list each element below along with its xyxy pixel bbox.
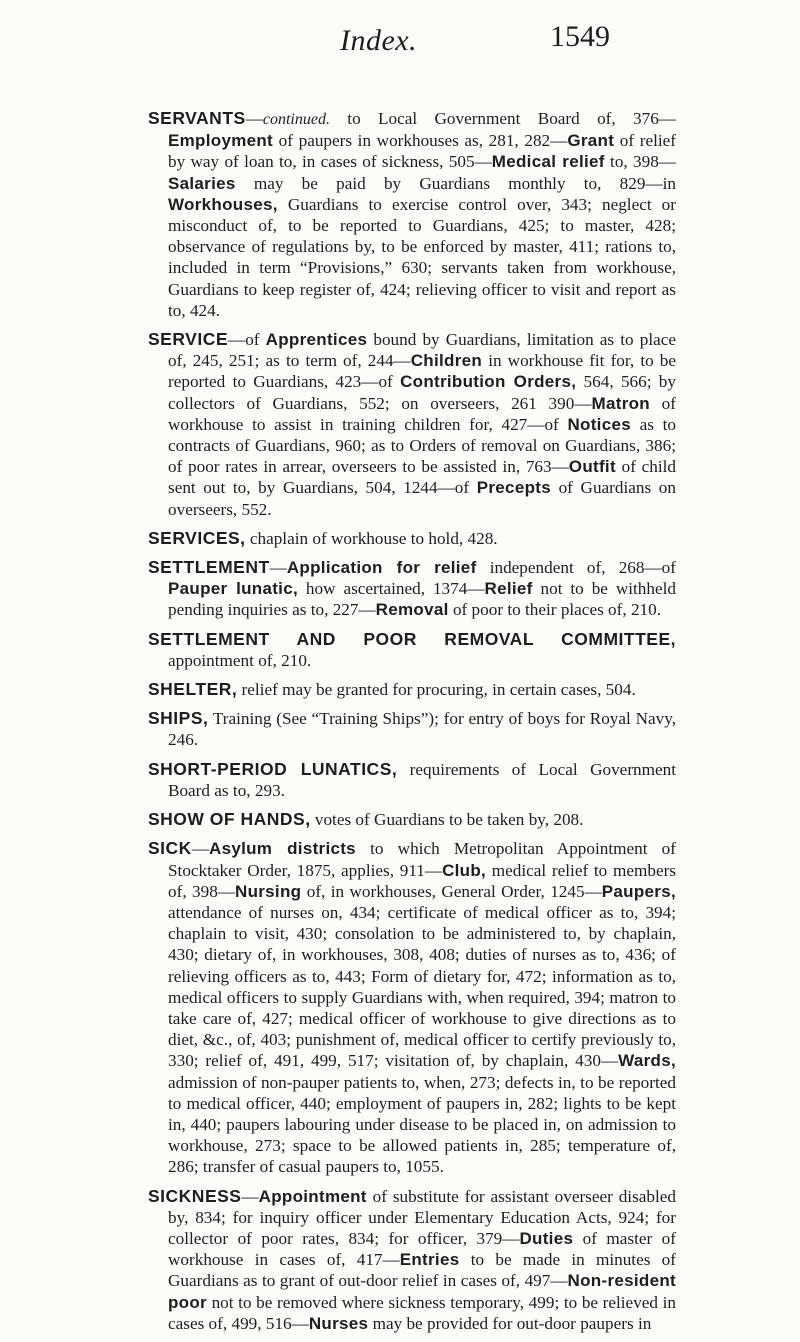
entry-subheading: Matron: [591, 393, 650, 413]
entry-text: attendance of nurses on, 434; certificate of medical officer as to, 394; chaplain to visit, 430; consolation to be administered to, by chaplain, 430; dietary of, in workhouses, 308, 408; duties of nurses as to, 436; of relieving officers as to, 443; Form of dietary for, 472; information as to, medical officers to supply Guardians with, when required, 394; matron to take care of, 427; medical officer of workhouse to give directions as to diet, &c., of, 403; punishment of, medical officer to certify previously to, 330; relief of, 491, 499, 517; visitation of, by chaplain, 430—: [168, 902, 676, 1071]
index-entry: [148, 528, 676, 549]
page-header: [0, 10, 800, 56]
entry-text: may be provided for out-door paupers in: [368, 1313, 652, 1333]
index-entry: [148, 759, 676, 801]
entry-text: relief may be granted for procuring, in certain cases, 504.: [237, 680, 636, 700]
entry-headword: SHELTER,: [148, 679, 238, 700]
index-entry: [148, 629, 676, 671]
entry-subheading: Notices: [567, 414, 631, 434]
entry-text: —: [241, 1186, 259, 1206]
continued-note: continued.: [262, 111, 330, 128]
entry-subheading: Children: [410, 351, 483, 371]
entry-text: requirements of Local Government Board as to, 293.: [168, 759, 676, 800]
entry-subheading: Removal: [375, 600, 449, 620]
entry-subheading: Precepts: [476, 478, 551, 498]
entry-headword: SERVICES,: [148, 527, 246, 548]
entry-text: bound by Guardians, limitation as to place of, 245, 251; as to term of, 244—: [168, 330, 676, 371]
entry-text: votes of Guardians to be taken by, 208.: [310, 810, 584, 830]
entry-text: —: [269, 558, 287, 578]
index-entry: [148, 108, 676, 321]
entry-subheading: Contribution Orders,: [400, 372, 577, 392]
entry-subheading: Outfit: [568, 457, 616, 477]
entry-text: of Guardians on overseers, 552.: [168, 478, 676, 519]
entry-subheading: Appointment: [258, 1186, 367, 1206]
index-entry: [148, 838, 676, 1177]
entry-subheading: Asylum districts: [209, 839, 356, 859]
running-title: Index.: [340, 24, 418, 57]
entry-subheading: Nursing: [235, 881, 302, 901]
entry-text: of workhouse to assist in training children for, 427—of: [168, 393, 676, 434]
entry-headword: SERVICE: [148, 329, 229, 350]
entry-text: appointment of, 210.: [168, 650, 312, 670]
entry-text: to be made in minutes of Guardians as to grant of out-door relief in cases of, 497—: [168, 1250, 676, 1291]
entry-text: 564, 566; by collectors of Guardians, 552; on overseers, 261 390—: [168, 372, 676, 413]
entry-headword: SHOW OF HANDS,: [148, 809, 311, 830]
entry-text: of master of workhouse in cases of, 417—: [168, 1228, 676, 1270]
entry-text: of relief by way of loan to, in cases of sickness, 505—: [168, 131, 676, 172]
entry-subheading: Salaries: [168, 173, 236, 193]
index-entry: [148, 679, 676, 700]
entry-text: may be paid by Guardians monthly to, 829—in: [235, 173, 676, 193]
entry-subheading: Workhouses,: [168, 194, 278, 214]
entry-subheading: Wards,: [618, 1051, 676, 1071]
entry-text: how ascertained, 1374—: [298, 579, 485, 599]
entry-subheading: Employment: [168, 131, 274, 151]
index-entry: [148, 809, 676, 830]
entry-headword: SETTLEMENT: [148, 557, 270, 578]
entry-text: —: [191, 839, 209, 859]
entry-text: not to be removed where sickness temporary, 499; to be relieved in cases of, 499, 516—: [168, 1292, 676, 1333]
entry-headword: SHIPS,: [148, 708, 209, 729]
entry-subheading: Pauper lunatic,: [168, 579, 298, 599]
entry-text: as to contracts of Guardians, 960; as to Orders of removal on Guardians, 386; of poor rates in arrear, overseers to be assisted in, 763—: [168, 414, 676, 477]
entry-text: admission of non-pauper patients to, when, 273; defects in, to be reported to medical officer, 440; employment of paupers in, 282; lights to be kept in, 440; paupers labouring under disease to be placed in, on admission to workhouse, 273; space to be allowed patients in, 285; temperature of, 286; transfer of casual paupers to, 1055.: [168, 1072, 676, 1177]
entry-text: to Local Government Board of, 376—: [329, 109, 676, 128]
entry-text: Training (See “Training Ships”); for entry of boys for Royal Navy, 246.: [168, 709, 676, 750]
entry-headword: SETTLEMENT AND POOR REMOVAL COMMITTEE,: [148, 628, 676, 649]
entry-subheading: Duties: [519, 1228, 574, 1248]
entry-text: of, in workhouses, General Order, 1245—: [301, 881, 602, 901]
entry-text: —of: [228, 330, 266, 350]
entry-subheading: Entries: [399, 1250, 460, 1270]
entry-headword: SERVANTS: [148, 108, 246, 128]
index-entry: [148, 708, 676, 750]
index-entry: [148, 1186, 676, 1334]
index-entry: [148, 557, 676, 621]
entry-subheading: Application for relief: [286, 558, 477, 578]
entry-text: medical relief to members of, 398—: [168, 860, 676, 901]
entry-text: of poor to their places of, 210.: [448, 600, 662, 620]
entry-headword: SHORT-PERIOD LUNATICS,: [148, 758, 398, 779]
entry-text: to, 398—: [604, 152, 676, 172]
entry-dash: —: [245, 109, 263, 128]
entry-text: to which Metropolitan Appointment of Stocktaker Order, 1875, applies, 911—: [168, 839, 676, 880]
index-entries: [148, 108, 676, 1342]
entry-subheading: Nurses: [308, 1313, 369, 1333]
entry-headword: SICK: [148, 838, 192, 859]
entry-headword: SICKNESS: [148, 1185, 242, 1206]
index-entry: [148, 329, 676, 520]
entry-subheading: Club,: [442, 860, 487, 880]
entry-subheading: Medical relief: [491, 152, 605, 172]
entry-text: chaplain of workhouse to hold, 428.: [245, 528, 498, 548]
entry-subheading: Apprentices: [265, 330, 368, 350]
entry-text: not to be withheld pending inquiries as to, 227—: [168, 579, 676, 620]
page-number: 1549: [550, 20, 610, 53]
entry-text: independent of, 268—of: [476, 558, 676, 578]
entry-subheading: Non-resident poor: [168, 1271, 676, 1312]
entry-subheading: Relief: [484, 579, 533, 599]
entry-text: of child sent out to, by Guardians, 504, 1244—of: [168, 457, 676, 498]
entry-text: in workhouse fit for, to be reported to Guardians, 423—of: [168, 351, 677, 392]
entry-text: of substitute for assistant overseer disabled by, 834; for inquiry officer under Elementary Education Acts, 924; for collector of poor rates, 834; for officer, 379—: [168, 1186, 676, 1248]
entry-text: of paupers in workhouses as, 281, 282—: [273, 131, 568, 151]
entry-subheading: Grant: [567, 131, 615, 151]
entry-subheading: Paupers,: [601, 881, 676, 901]
entry-text: Guardians to exercise control over, 343; neglect or misconduct of, to be reported to Guardians, 425; to master, 428; observance of regulations by, to be enforced by master, 411; rations to, included in term “Provisions,” 630; servants taken from workhouse, Guardians to keep register of, 424; relieving officer to visit and report as to, 424.: [168, 194, 676, 320]
